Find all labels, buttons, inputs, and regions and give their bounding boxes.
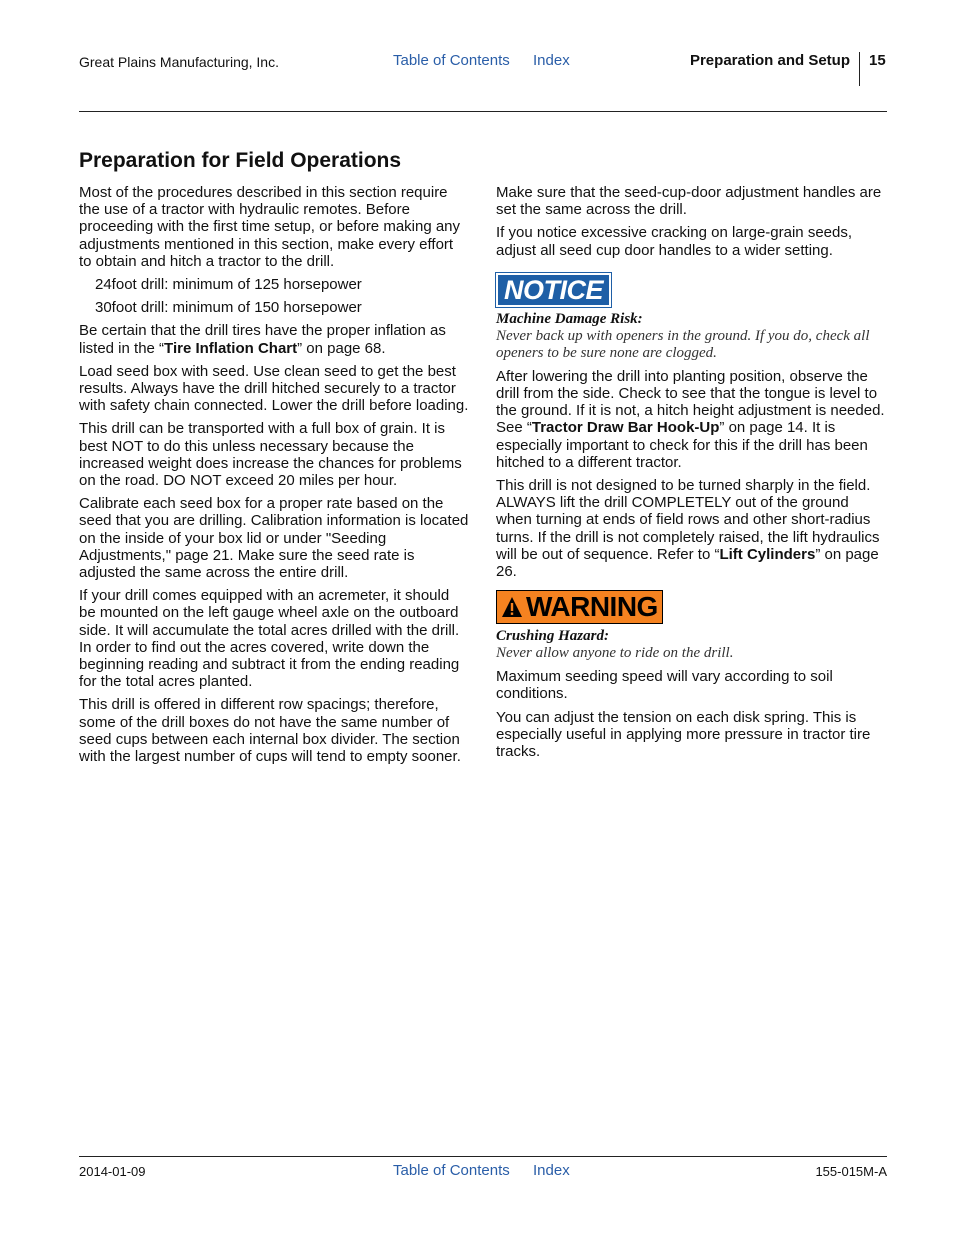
right-paragraph: Make sure that the seed-cup-door adjustment handles are set the same across the drill. [496,184,882,219]
notice-title: Machine Damage Risk: [496,310,643,327]
notice-text: Never back up with openers in the ground. If you do, check all openers to be sure none are clogged. [496,327,870,361]
footer-doc-number: 155-015M-A [815,1164,887,1179]
header-company: Great Plains Manufacturing, Inc. [79,54,279,70]
header-toc-link[interactable]: Table of Contents [393,52,510,69]
right-paragraph: After lowering the drill into planting position, observe the drill from the side. Check to see that the tongue is level to the ground. If it is not, a hitch height adjustment is needed. See “Tractor Draw Bar Hook-Up” on page 14. It is especially important to check for this if the drill has been hitched to a different tractor. [496,367,885,471]
horsepower-requirement: 30foot drill: minimum of 150 horsepower [95,299,362,317]
warning-title: Crushing Hazard: [496,628,609,645]
left-paragraph: This drill is offered in different row spacings; therefore, some of the drill boxes do not have the same number of seed cups between each internal box divider. The section with the largest number of cups will tend to empty sooner. [79,696,461,766]
horsepower-requirement: 24foot drill: minimum of 125 horsepower [95,276,362,294]
right-paragraph: You can adjust the tension on each disk spring. This is especially useful in applying more pressure in tractor tire tracks. [496,708,871,761]
footer-rule [79,1156,887,1157]
header-index-link[interactable]: Index [533,52,570,69]
tire-inflation-chart-ref[interactable]: Tire Inflation Chart [164,339,298,357]
footer-index-link[interactable]: Index [533,1162,570,1179]
notice-badge: NOTICE [496,273,611,307]
tractor-draw-bar-ref[interactable]: Tractor Draw Bar Hook-Up [531,419,720,437]
left-paragraph: Load seed box with seed. Use clean seed to get the best results. Always have the drill hitched securely to a tractor with safety chain connected. Lower the drill before loading. [79,362,469,415]
notice-block [496,273,888,362]
page-number: 15 [869,52,886,69]
left-column [79,184,469,771]
right-column [496,184,888,766]
footer-date: 2014-01-09 [79,1164,146,1179]
left-paragraph: Be certain that the drill tires have the proper inflation as listed in the “Tire Inflation Chart” on page 68. [79,322,446,357]
left-paragraph: Calibrate each seed box for a proper rate based on the seed that you are drilling. Calibration information is located on the inside of your box lid or under "Seeding Adjustments," page 21. Make sure the seed rate is adjusted the same across the entire drill. [79,495,469,582]
left-paragraph: Most of the procedures described in this section require the use of a tractor with hydraulic remotes. Before proceeding with the first time setup, or before making any adjustments mentioned in this section, make every effort to obtain and hitch a tractor to the drill. [79,184,461,270]
right-paragraph: This drill is not designed to be turned sharply in the field. ALWAYS lift the drill COMPLETELY out of the ground when turning at ends of field rows and other short-radius turns. If the drill is not completely raised, the lift hydraulics will be out of sequence. Refer to “Lift Cylinders” on page 26. [496,477,880,581]
right-paragraph: Maximum seeding speed will vary according to soil conditions. [496,668,833,703]
warning-badge: WARNING [496,590,663,624]
header-rule [79,111,887,112]
warning-text: Never allow anyone to ride on the drill. [496,645,734,662]
header-divider [859,52,860,86]
left-paragraph: If your drill comes equipped with an acremeter, it should be mounted on the left gauge wheel axle on the outboard side. It will accumulate the total acres drilled with the drill. In order to find out the acres covered, write down the beginning reading and subtract it from the ending reading for the total acres planted. [79,587,460,691]
page-title: Preparation for Field Operations [79,149,402,172]
footer-toc-link[interactable]: Table of Contents [393,1162,510,1179]
lift-cylinders-ref[interactable]: Lift Cylinders [719,545,816,563]
warning-triangle-icon [501,596,523,618]
warning-block [496,590,888,662]
header-section: Preparation and Setup [689,52,850,69]
left-paragraph: This drill can be transported with a full box of grain. It is best NOT to do this unless necessary because the increased weight does increase the chances for problems on the road. DO NOT exceed 20 miles per hour. [79,420,462,490]
right-paragraph: If you notice excessive cracking on large-grain seeds, adjust all seed cup door handles to a wider setting. [496,224,853,259]
